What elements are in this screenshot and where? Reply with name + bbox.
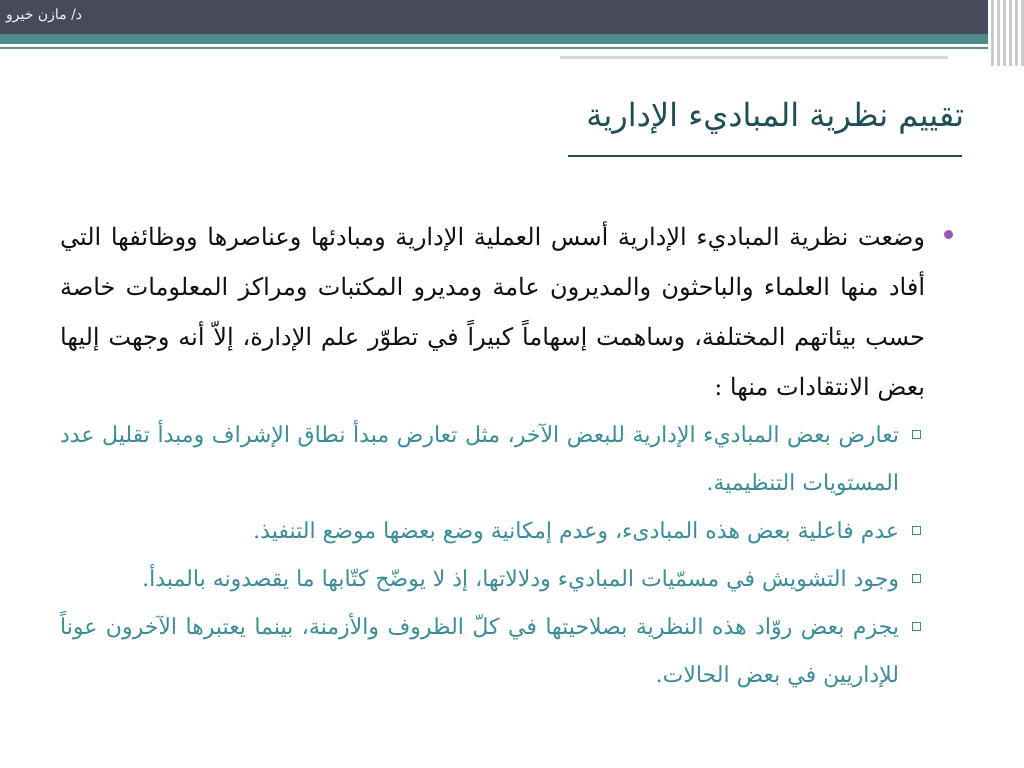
header-divider-line [0, 47, 990, 49]
header-accent-band [0, 34, 1024, 44]
criticism-text: يجزم بعض روّاد هذه النظرية بصلاحيتها في كلّ الظروف والأزمنة، بينما يعتبرها الآخرون عوناً للإداريين في بعض الحالات. [60, 615, 899, 688]
main-bullet [60, 212, 965, 412]
criticism-item [60, 556, 965, 604]
header-bar [0, 0, 1024, 34]
criticism-item [60, 604, 965, 700]
criticism-item [60, 412, 965, 508]
header-gray-line [560, 56, 948, 59]
author-label: د/ مازن خيرو [6, 7, 83, 23]
decorative-stripes [988, 0, 1024, 66]
title-underline [568, 155, 962, 157]
criticism-text: تعارض بعض المباديء الإدارية للبعض الآخر، مثل تعارض مبدأ نطاق الإشراف ومبدأ تقليل عدد المستويات التنظيمية. [60, 423, 899, 496]
square-bullet-icon [912, 622, 921, 631]
square-bullet-icon [912, 574, 921, 583]
criticism-text: عدم فاعلية بعض هذه المبادىء، وعدم إمكانية وضع بعضها موضع التنفيذ. [253, 519, 899, 544]
slide-content [60, 212, 965, 700]
square-bullet-icon [912, 526, 921, 535]
main-bullet-text: وضعت نظرية المباديء الإدارية أسس العملية الإدارية ومبادئها وعناصرها ووظائفها التي أفاد منها العلماء والباحثون والمديرون عامة ومديرو المكتبات ومراكز المعلومات خاصة حسب بيئاتهم المختلفة، وساهمت إسهاماً كبيراً في تطوّر علم الإدارة، إلاّ أنه وجهت إليها بعض الانتقادات منها : [60, 223, 925, 401]
criticism-item [60, 508, 965, 556]
slide-title: تقييم نظرية المباديء الإدارية [586, 96, 964, 134]
criticism-text: وجود التشويش في مسمّيات المباديء ودلالاتها، إذ لا يوضّح كتّابها ما يقصدونه بالمبدأ. [142, 567, 899, 592]
bullet-dot-icon [944, 230, 953, 239]
square-bullet-icon [912, 430, 921, 439]
